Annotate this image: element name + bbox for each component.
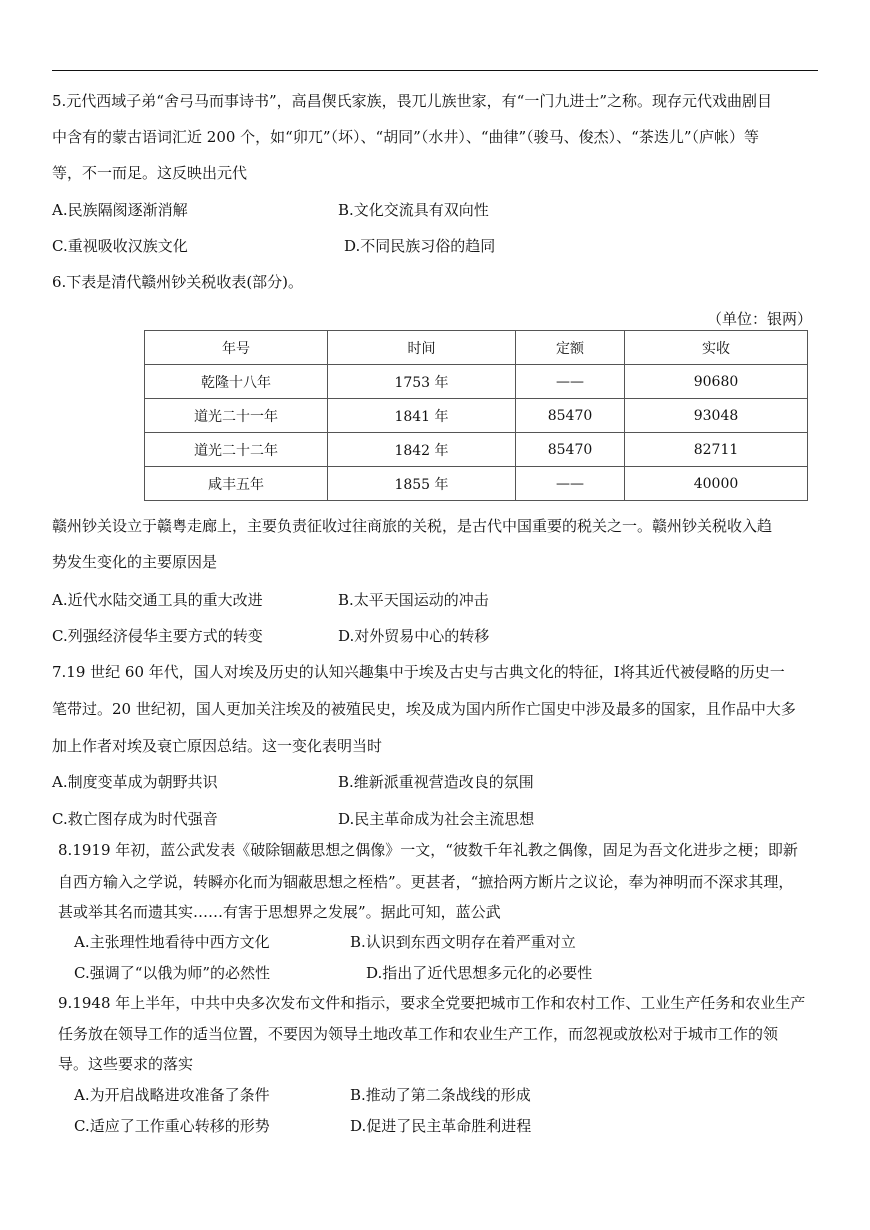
q8-option-b[interactable]: B.认识到东西文明存在着严重对立 xyxy=(350,933,576,951)
table-cell: 道光二十一年 xyxy=(145,399,328,433)
table-cell: 1753 年 xyxy=(328,365,516,399)
q8-stem-line-3: 甚或举其名而遗其实……有害于思想界之发展”。据此可知，蓝公武 xyxy=(58,903,501,921)
table-row xyxy=(145,399,808,433)
table-cell: 85470 xyxy=(516,399,625,433)
table-cell: —— xyxy=(516,467,625,501)
q9-stem-line-3: 导。这些要求的落实 xyxy=(58,1055,194,1073)
table-cell: 93048 xyxy=(625,399,808,433)
table-header-cell: 时间 xyxy=(328,331,516,365)
q6-option-c[interactable]: C.列强经济侵华主要方式的转变 xyxy=(52,627,263,645)
q5-option-d[interactable]: D.不同民族习俗的趋同 xyxy=(344,237,496,255)
q7-option-a[interactable]: A.制度变革成为朝野共识 xyxy=(52,773,218,791)
q6-table-unit: （单位：银两） xyxy=(706,310,812,328)
table-cell: —— xyxy=(516,365,625,399)
table-cell: 1842 年 xyxy=(328,433,516,467)
q5-option-a[interactable]: A.民族隔阂逐渐消解 xyxy=(52,201,188,219)
q5-stem-line-2: 中含有的蒙古语词汇近 200 个，如“卯兀”（坏）、“胡同”（水井）、“曲律”（骏马、俊杰）、“茶迭儿”（庐帐）等 xyxy=(52,128,760,146)
q7-stem-line-3: 加上作者对埃及衰亡原因总结。这一变化表明当时 xyxy=(52,737,383,755)
q8-stem-line-2: 自西方输入之学说，转瞬亦化而为锢蔽思想之桎梏”。更甚者，“摭拾两方断片之议论，奉为神明而不深求其理， xyxy=(58,873,794,891)
table-header-cell: 定额 xyxy=(516,331,625,365)
q6-stem-line-1: 赣州钞关设立于赣粤走廊上，主要负责征收过往商旅的关税，是古代中国重要的税关之一。赣州钞关税收入趋 xyxy=(52,517,773,535)
q9-option-b[interactable]: B.推动了第二条战线的形成 xyxy=(350,1086,531,1104)
table-cell: 咸丰五年 xyxy=(145,467,328,501)
q9-option-a[interactable]: A.为开启战略进攻准备了条件 xyxy=(74,1086,270,1104)
q9-stem-line-2: 任务放在领导工作的适当位置，不要因为领导土地改革工作和农业生产工作，而忽视或放松对于城市工作的领 xyxy=(58,1025,779,1043)
q5-stem-line-1: 5.元代西域子弟“舍弓马而事诗书”，高昌偰氏家族，畏兀儿族世家，有“一门九进士”之称。现存元代戏曲剧目 xyxy=(52,92,772,110)
table-cell: 90680 xyxy=(625,365,808,399)
q6-stem-line-2: 势发生变化的主要原因是 xyxy=(52,553,218,571)
q6-option-b[interactable]: B.太平天国运动的冲击 xyxy=(338,591,489,609)
table-cell: 1855 年 xyxy=(328,467,516,501)
table-cell: 82711 xyxy=(625,433,808,467)
table-row xyxy=(145,467,808,501)
table-row xyxy=(145,365,808,399)
tax-table xyxy=(144,330,808,501)
table-header-row xyxy=(145,331,808,365)
q8-stem-line-1: 8.1919 年初，蓝公武发表《破除锢蔽思想之偶像》一文，“彼数千年礼教之偶像，固足为吾文化进步之梗；即新 xyxy=(58,841,798,859)
q8-option-a[interactable]: A.主张理性地看待中西方文化 xyxy=(74,933,270,951)
table-cell: 乾隆十八年 xyxy=(145,365,328,399)
q6-option-a[interactable]: A.近代水陆交通工具的重大改进 xyxy=(52,591,263,609)
q8-option-d[interactable]: D.指出了近代思想多元化的必要性 xyxy=(366,964,593,982)
q5-stem-line-3: 等，不一而足。这反映出元代 xyxy=(52,164,248,182)
q7-option-d[interactable]: D.民主革命成为社会主流思想 xyxy=(338,810,535,828)
table-cell: 道光二十二年 xyxy=(145,433,328,467)
q7-option-b[interactable]: B.维新派重视营造改良的氛围 xyxy=(338,773,534,791)
q7-stem-line-1: 7.19 世纪 60 年代，国人对埃及历史的认知兴趣集中于埃及古史与古典文化的特征，I将其近代被侵略的历史一 xyxy=(52,663,785,681)
q6-intro: 6.下表是清代赣州钞关税收表(部分)。 xyxy=(52,273,304,291)
header-rule xyxy=(52,70,818,71)
q7-option-c[interactable]: C.救亡图存成为时代强音 xyxy=(52,810,218,828)
q8-option-c[interactable]: C.强调了“以俄为师”的必然性 xyxy=(74,964,271,982)
table-header-cell: 实收 xyxy=(625,331,808,365)
table-header-cell: 年号 xyxy=(145,331,328,365)
q9-option-d[interactable]: D.促进了民主革命胜利进程 xyxy=(350,1117,532,1135)
q5-option-c[interactable]: C.重视吸收汉族文化 xyxy=(52,237,188,255)
q6-option-d[interactable]: D.对外贸易中心的转移 xyxy=(338,627,490,645)
q7-stem-line-2: 笔带过。20 世纪初，国人更加关注埃及的被殖民史，埃及成为国内所作亡国史中涉及最多的国家，且作品中大多 xyxy=(52,700,796,718)
table-cell: 85470 xyxy=(516,433,625,467)
table-cell: 1841 年 xyxy=(328,399,516,433)
table-cell: 40000 xyxy=(625,467,808,501)
q9-stem-line-1: 9.1948 年上半年，中共中央多次发布文件和指示，要求全党要把城市工作和农村工作、工业生产任务和农业生产 xyxy=(58,994,806,1012)
q5-option-b[interactable]: B.文化交流具有双向性 xyxy=(338,201,489,219)
table-row xyxy=(145,433,808,467)
q9-option-c[interactable]: C.适应了工作重心转移的形势 xyxy=(74,1117,270,1135)
